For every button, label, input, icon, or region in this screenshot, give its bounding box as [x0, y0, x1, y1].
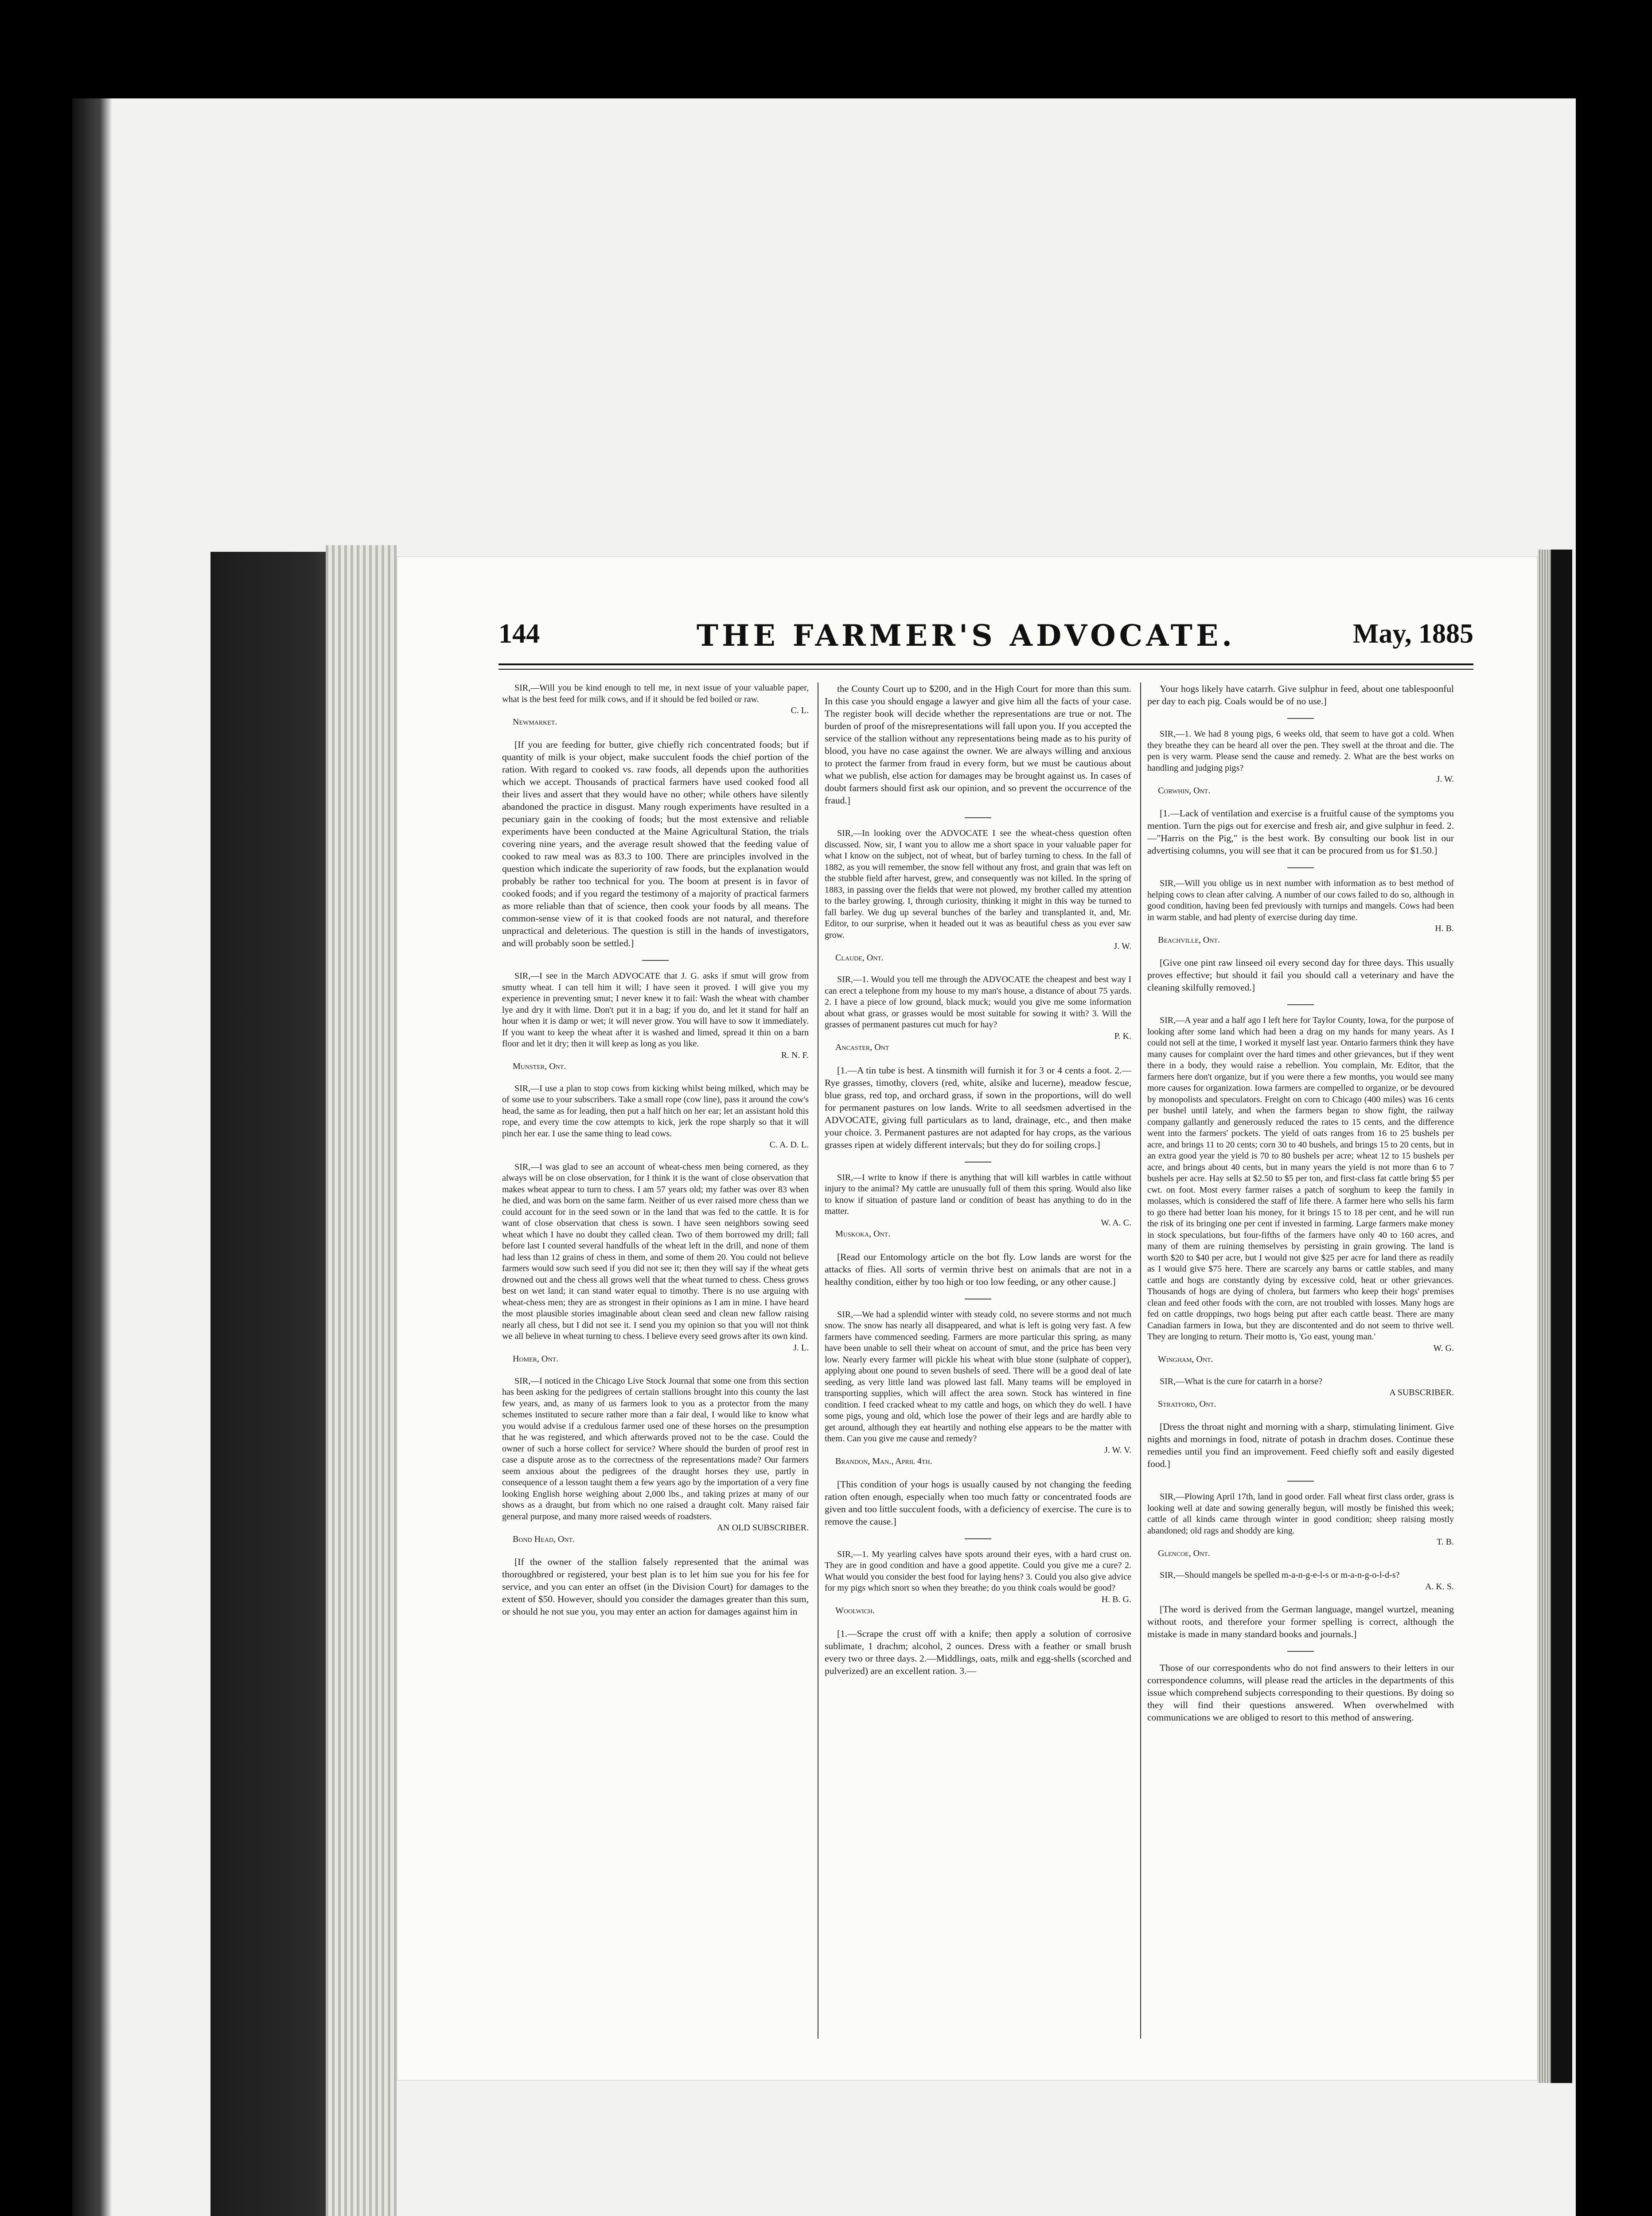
signature: T. B.: [1436, 1537, 1454, 1547]
dateline-place: Newmarket.: [513, 717, 557, 727]
dateline-place: Ancaster, Ont: [835, 1042, 889, 1052]
section-separator: [1287, 1651, 1314, 1652]
section-separator: [1287, 867, 1314, 868]
signature: W. A. C.: [1101, 1217, 1131, 1228]
editor-reply: [1147, 1603, 1454, 1640]
letter-paragraph: [1147, 1376, 1454, 1410]
editor-reply: [1147, 807, 1454, 857]
dateline-place: Brandon, Man., April 4th.: [835, 1456, 932, 1466]
section-separator: [642, 960, 669, 961]
column-divider: [1140, 683, 1141, 2039]
paragraph-text: [1.—Scrape the crust off with a knife; then apply a solution of corrosive sublimate, 1 drachm; alcohol, 2 ounces. Dress with a feather or small brush every two or three days. 2.—Middlings, oats, milk and egg-shells (scorched and pulverized) are an excellent ration. 3.—: [825, 1628, 1131, 1676]
paragraph-text: [Give one pint raw linseed oil every second day for three days. This usually proves effective; but should it fail you should call a veterinary and have the cleaning skilfully removed.]: [1147, 957, 1454, 993]
letter-paragraph: [825, 1172, 1131, 1240]
editor-reply: [825, 1251, 1131, 1288]
paragraph-text: SIR,—In looking over the ADVOCATE I see the wheat-chess question often discussed. Now, sir, I want you to allow me a short space in your valuable paper for what I know on the subject, not of wheat, but of barley turning to chess. In the fall of 1882, as you will remember, the snow fell without any frost, and grain that was left on the stubble field after harvest, grew, and consequently was not killed. In the spring of 1883, in passing over the fields that were not plowed, my brother called my attention to the barley growing. I, through curiosity, thinking it might in this way be turned to fall barley. We dug up several bunches of the barley and transplanted it, and, Mr. Editor, to our surprise, when it headed out it was as beautiful chess as you ever saw grow.: [825, 828, 1131, 940]
column-2: [825, 683, 1131, 2043]
paragraph-text: [Read our Entomology article on the bot fly. Low lands are worst for the attacks of flies. All sorts of vermin thrive best on animals that are not in a healthy condition, either by too high or too low feeding, or any other cause.]: [825, 1251, 1131, 1287]
issue-date: May, 1885: [1352, 619, 1473, 649]
editor-reply: [1147, 956, 1454, 994]
paragraph-text: [If you are feeding for butter, give chiefly rich concentrated foods; but if quantity of milk is your object, make succulent foods the chief portion of the ration. With regard to cooked vs. raw foods, all depends upon the authorities which we accept. Thousands of practical farmers have used cooked food all their lives and assert that they would have no other; while others have silently abandoned the practice in disgust. Many rough experiments have resulted in a pecuniary gain in the cooking of foods; but the most extensive and reliable experiments have been conducted at the Maine Agricultural Station, the trials covering nine years, and the average result showed that the feeding value of cooked to raw meal was as 83.3 to 100. There are principles involved in the question which indicate the superiority of raw foods, but the explanation would probably be rather too technical for you. The boom at present is in favor of cooked foods; and if you regard the testimony of a majority of practical farmers as more reliable than that of science, then cook your foods by all means. The common-sense view of it is that cooked foods are not natural, and therefore unpractical and deleterious. The question is still in the hands of investigators, and will probably soon be settled.]: [502, 739, 809, 948]
editor-reply: [1147, 683, 1454, 707]
letter-paragraph: [502, 683, 809, 728]
section-separator: [965, 1162, 991, 1163]
signature: R. N. F.: [781, 1050, 809, 1060]
signature: W. G.: [1433, 1343, 1454, 1353]
paragraph-text: the County Court up to $200, and in the High Court for more than this sum. In this case you should engage a lawyer and give him all the facts of your case. The register book will decide whether the representations are true or not. The burden of proof of the misrepresentations will fall upon you. If you accepted the service of the stallion without any representations being made as to his purity of blood, you have no case against the owner. We are always willing and anxious to protect the farmer from fraud in every form, but we must be cautious about what we publish, else action for damages may be brought against us. In cases of doubt farmers should first ask our opinion, and so prevent the occurrence of the fraud.]: [825, 683, 1131, 806]
paragraph-text: [1.—A tin tube is best. A tinsmith will furnish it for 3 or 4 cents a foot. 2.—Rye grasses, timothy, clovers (red, white, alsike and lucerne), meadow fescue, blue grass, red top, and orchard grass, if sown in the proportions, will do well for permanent pastures on low lands. Write to all seedsmen advertised in the ADVOCATE, giving full particulars as to land, drainage, etc., and then make your choice. 3. Permanent pastures are not adapted for hay crops, as the various grasses ripen at widely different intervals; but they do for soiling crops.]: [825, 1065, 1131, 1150]
letter-paragraph: [502, 971, 809, 1073]
dateline-place: Beachville, Ont.: [1158, 935, 1220, 945]
paragraph-text: SIR,—I noticed in the Chicago Live Stock Journal that some one from this section has been asking for the pedigrees of certain stallions brought into this county the last few years, and, as many of us farmers look to you as a protector from the many schemes instituted to secure rather more than a fair deal, I would like to know what you would advise if a credulous farmer used one of these horses on the presumption that he was registered, and which afterwards proved not to be the case. Could the owner of such a horse collect for service? Where should the burden of proof rest in case a dispute arose as to the correctness of the representations made? Our farmers seem anxious about the pedigrees of the draught horses they use, partly in consequence of a lesson taught them a few years ago by the importation of a very fine looking English horse weighing about 2,000 lbs., and taking prizes at many of our shows as a draught, but from which no one raised a draught colt. Many raised fair general purpose, and many more raised weeds of roadsters.: [502, 1376, 809, 1522]
paragraph-text: Those of our correspondents who do not find answers to their letters in our correspondence columns, will please read the articles in the departments of this issue which comprehend subjects corresponding to their questions. By doing so they will find their questions answered. When overwhelmed with communications we are obliged to resort to this method of answering.: [1147, 1662, 1454, 1723]
signature: J. W.: [1114, 941, 1131, 951]
paragraph-text: Your hogs likely have catarrh. Give sulphur in feed, about one tablespoonful per day to each pig. Coals would be of no use.]: [1147, 683, 1454, 706]
editor-reply: [1147, 1662, 1454, 1724]
dateline-place: Wingham, Ont.: [1158, 1354, 1213, 1364]
signature: AN OLD SUBSCRIBER.: [717, 1523, 809, 1533]
dateline-place: Claude, Ont.: [835, 952, 884, 963]
signature: H. B. G.: [1101, 1594, 1131, 1604]
paragraph-text: SIR,—1. My yearling calves have spots around their eyes, with a hard crust on. They are in good condition and have a good appetite. Could you give me a cure? 2. What would you consider the best food for laying hens? 3. Could you also give advice for my pigs which snort so when they breathe; do you think coals would be good?: [825, 1549, 1131, 1593]
film-edge-left: [72, 98, 112, 2216]
editor-reply: [825, 683, 1131, 807]
paragraph-text: SIR,—Will you be kind enough to tell me, in next issue of your valuable paper, what is the best feed for milk cows, and if it should be fed boiled or raw.: [502, 683, 809, 704]
dateline-place: Woolwich.: [835, 1606, 875, 1615]
signature: J. L.: [793, 1342, 809, 1353]
masthead-rule-thin: [499, 669, 1473, 670]
paragraph-text: [The word is derived from the German language, mangel wurtzel, meaning without roots, and therefore your former spelling is correct, although the mistake is made in many standard books and journals.]: [1147, 1604, 1454, 1639]
letter-paragraph: [502, 1162, 809, 1365]
dateline-place: Bond Head, Ont.: [513, 1534, 575, 1544]
letter-paragraph: [502, 1083, 809, 1151]
dateline-place: Glencoe, Ont.: [1158, 1548, 1210, 1558]
section-separator: [965, 817, 991, 818]
paragraph-text: [1.—Lack of ventilation and exercise is a fruitful cause of the symptoms you mention. Turn the pigs out for exercise and fresh air, and give sulphur in feed. 2.—"Harris on the Pig," is the best work. By consulting our book list in our advertising columns, you will see that it can be procured from us for $1.50.]: [1147, 808, 1454, 856]
letter-paragraph: [1147, 1491, 1454, 1559]
page-gutter: [326, 545, 397, 2216]
letter-paragraph: [825, 828, 1131, 964]
column-3: [1147, 683, 1454, 2043]
masthead: [499, 618, 1473, 667]
paragraph-text: SIR,—I write to know if there is anything that will kill warbles in cattle without injury to the animal? My cattle are unusually full of them this spring. Would also like to know if situation of pasture land or condition of beast has anything to do in the matter.: [825, 1172, 1131, 1216]
section-separator: [1287, 718, 1314, 719]
dateline-place: Corwhin, Ont.: [1158, 785, 1211, 796]
dateline-place: Munster, Ont.: [513, 1061, 566, 1071]
letter-paragraph: [825, 974, 1131, 1053]
signature: C. L.: [791, 706, 809, 715]
editor-reply: [825, 1478, 1131, 1528]
paragraph-text: [If the owner of the stallion falsely represented that the animal was thoroughbred or registered, your best plan is to let him sue you for his fee for service, and you can enter an offset (in the Division Court) for damages to the extent of $50. However, should you consider the damages greater than this sum, or should he not sue you, you may enter an action for damages against him in: [502, 1557, 809, 1617]
section-separator: [1287, 1481, 1314, 1482]
paragraph-text: SIR,—1. Would you tell me through the ADVOCATE the cheapest and best way I can erect a telephone from my house to my man's house, a distance of about 75 yards. 2. I have a piece of low ground, black muck; would you give me some information about what grass, or grasses would be most suitable for sowing it with? 3. Will the grasses of permanent pastures cut much for hay?: [825, 975, 1131, 1030]
dateline-place: Muskoka, Ont.: [835, 1229, 891, 1239]
paragraph-text: SIR,—Plowing April 17th, land in good order. Fall wheat first class order, grass is looking well at date and sowing generally begun, will mostly be finished this week; cattle of all kinds came through winter in good condition; sheep raising mostly abandoned; old rags and shoddy are king.: [1147, 1492, 1454, 1536]
editor-reply: [825, 1627, 1131, 1677]
paragraph-text: SIR,—A year and a half ago I left here for Taylor County, Iowa, for the purpose of looking after some land which had been a drag on my hands for many years. As I could not sell at the time, I worked it myself last year. Ontario farmers think they have many causes for complaint over the hard times and other grievances, but if they went there in a body, they would raise a rebellion. You complain, Mr. Editor, that the farmers here don't organize, but if you were there a few months, you would see many more causes for organization. Iowa farmers are compelled to organize, or be devoured by monopolists and speculators. Freight on corn to Chicago (400 miles) was 16 cents per bushel until lately, and when the farmers began to show fight, the railway company gallantly and generously reduced the rates to 15 cents, and the difference went into the farmers' pockets. The yield of oats ranges from 16 to 25 bushels per acre, and brings 11 to 20 cents; corn 30 to 40 bushels, and brings 15 to 20 cents, but in an extra good year the yield is 70 to 80 bushels per acre; wheat 12 to 15 bushels per acre, and brings about 40 cents, but in many years the yield is not more than 6 to 7 bushels per acre. Hay sells at $2.50 to $5 per ton, and first-class fat cattle bring $5 per cwt. on foot. Most every farmer raises a patch of sorghum to keep the family in molasses, which is considered the staff of life there. A farmer here who sells his farm to go there had better loan his money, for it brings 15 to 18 per cent, and he will run the risk of its bringing one per cent if invested in farming. Large farmers make money in stock speculations, but four-fifths of the farmers have only 40 to 160 acres, and many of them are ruining themselves by persisting in grain growing. The land is worth $20 to $40 per acre, but I would not give $25 per acre for land there as readily as I would give $75 here. There are scarcely any barns or cattle stables, and many cattle and hogs are constantly dying by excessive cold, heat or other grievances. Thousands of hogs are dying of cholera, but farmers who keep their hogs' premises clean and feed other foods with the corn, are not troubled with losses. Many hogs are fed on cattle droppings, two hogs being put after each cattle beast. There are many Canadian farmers in Iowa, but they are discontented and do not seem to thrive well. They are longing to return. Their motto is, 'Go east, young man.': [1147, 1015, 1454, 1342]
page-number: 144: [499, 619, 540, 649]
section-separator: [1287, 1004, 1314, 1005]
column-1: [502, 683, 809, 2043]
dateline-place: Stratford, Ont.: [1158, 1399, 1216, 1409]
signature: A SUBSCRIBER.: [1389, 1388, 1454, 1397]
signature: P. K.: [1114, 1031, 1131, 1041]
paragraph-text: SIR,—Will you oblige us in next number with information as to best method of helping cows to clean after calving. A number of our cows failed to do so, although in good condition, having been fed previously with turnips and mangels. Cows had been in warm stable, and had plenty of exercise during day time.: [1147, 878, 1454, 922]
film-edge-right: [1551, 550, 1572, 2083]
paragraph-text: SIR,—I use a plan to stop cows from kicking whilst being milked, which may be of some use to your subscribers. Take a small rope (cow line), pass it around the cow's head, the same as for leading, then put a half hitch on her ear; let an assistant hold this rope, and every time the cow attempts to kick, jerk the rope sharply so that it will pinch her ear. I use the same thing to lead cows.: [502, 1083, 809, 1139]
paragraph-text: SIR,—I see in the March ADVOCATE that J. G. asks if smut will grow from smutty wheat. I can tell him it will; I have seen it proved. I will give you my experience in preventing smut; I never knew it to fail: Wash the wheat with chamber lye and dry it with lime. Don't put it in a bag; if you do, and let it stand for half an hour when it is damp or wet; it will never grow. You will have to sow it immediately. If you want to keep the wheat after it is washed and limed, spread it thin on a barn floor and let it dry; then it will keep as long as you like.: [502, 971, 809, 1049]
letter-paragraph: [502, 1376, 809, 1545]
signature: J. W.: [1436, 774, 1454, 784]
editor-reply: [1147, 1420, 1454, 1470]
letter-paragraph: [825, 1309, 1131, 1467]
signature: J. W. V.: [1104, 1445, 1131, 1455]
dateline-place: Homer, Ont.: [513, 1354, 558, 1364]
editor-reply: [825, 1064, 1131, 1151]
letter-paragraph: [1147, 729, 1454, 796]
letter-paragraph: [825, 1549, 1131, 1617]
paper-title: THE FARMER'S ADVOCATE.: [696, 618, 1236, 653]
paragraph-text: SIR,—What is the cure for catarrh in a horse?: [1160, 1376, 1323, 1386]
section-separator: [965, 1538, 991, 1539]
letter-paragraph: [1147, 1570, 1454, 1592]
paragraph-text: [This condition of your hogs is usually caused by not changing the feeding ration often enough, especially when too much fatty or concentrated foods are given and too little succulent foods, with a deficiency of exercise. The cure is to remove the cause.]: [825, 1479, 1131, 1527]
letter-paragraph: [1147, 878, 1454, 946]
editor-reply: [502, 738, 809, 949]
editor-reply: [502, 1556, 809, 1618]
page-stack-edge: [1538, 550, 1551, 2083]
paragraph-text: SIR,—I was glad to see an account of wheat-chess men being cornered, as they always will be on close observation, for I think it is the want of close observation that makes wheat appear to turn to chess. I am 57 years old; my father was over 83 when he died, and was born on the same farm. Neither of us ever raised more chess than we could account for in the seed sown or in the land that was fed to the cattle. It is for want of close observation that chess is sown. I have seen neighbors sowing seed wheat which I have no doubt they called clean. Two of them borrowed my drill; fall before last I counted several handfulls of the wheat left in the drill, and none of them had less than 12 grains of chess in them, and some of them 20. You could not believe farmers would sow such seed if you did not see it; then they will say if the wheat gets drowned out and the chess all grows well that the wheat turned to chess. Chess grows best on wet land; it can stand water equal to timothy. There is no use arguing with wheat-chess men; they are as strongest in their opinions as I am in mine. I have heard the most plausible stories imaginable about clean seed and clean new fallow raising nearly all chess, but I did not see it. I send you my opinion so that you will not think we all believe in wheat turning to chess. I believe every seed grows after its own kind.: [502, 1162, 809, 1341]
signature: A. K. S.: [1425, 1581, 1454, 1592]
newspaper-page: [397, 556, 1538, 2081]
paragraph-text: [Dress the throat night and morning with a sharp, stimulating liniment. Give nights and mornings in food, nitrate of potash in drachm doses. Continue these remedies until you find an improvement. Feed chiefly soft and easily digested food.]: [1147, 1421, 1454, 1469]
signature: H. B.: [1435, 924, 1454, 933]
letter-paragraph: [1147, 1015, 1454, 1365]
paragraph-text: SIR,—1. We had 8 young pigs, 6 weeks old, that seem to have got a cold. When they breathe they can be heard all over the pen. They swell at the throat and die. The pen is very warm. Please send the cause and remedy. 2. What are the best works on handling and judging pigs?: [1147, 729, 1454, 773]
masthead-rule: [499, 663, 1473, 665]
paragraph-text: SIR,—We had a splendid winter with steady cold, no severe storms and not much snow. The snow has nearly all disappeared, and what is left is going very fast. A few farmers have commenced seeding. Farmers are more particular this spring, as many have been unable to sell their wheat on account of smut, and the price has been very low. Nearly every farmer will pickle his wheat with blue stone (sulphate of copper), applying about one pound to seven bushels of seed. There will be a good deal of late seeding, as very little land was plowed last fall. Many teams will be employed in transporting supplies, which will affect the area sown. Stock has wintered in fine condition. I feed cracked wheat to my cattle and hogs, on which they do well. I have some pigs, young and old, which lose the power of their legs and are hardly able to get around, although they eat heartily and nothing else appears to be the matter with them. Can you give me cause and remedy?: [825, 1309, 1131, 1444]
paragraph-text: SIR,—Should mangels be spelled m-a-n-g-e-l-s or m-a-n-g-o-l-d-s?: [1160, 1570, 1400, 1580]
signature: C. A. D. L.: [769, 1140, 809, 1150]
